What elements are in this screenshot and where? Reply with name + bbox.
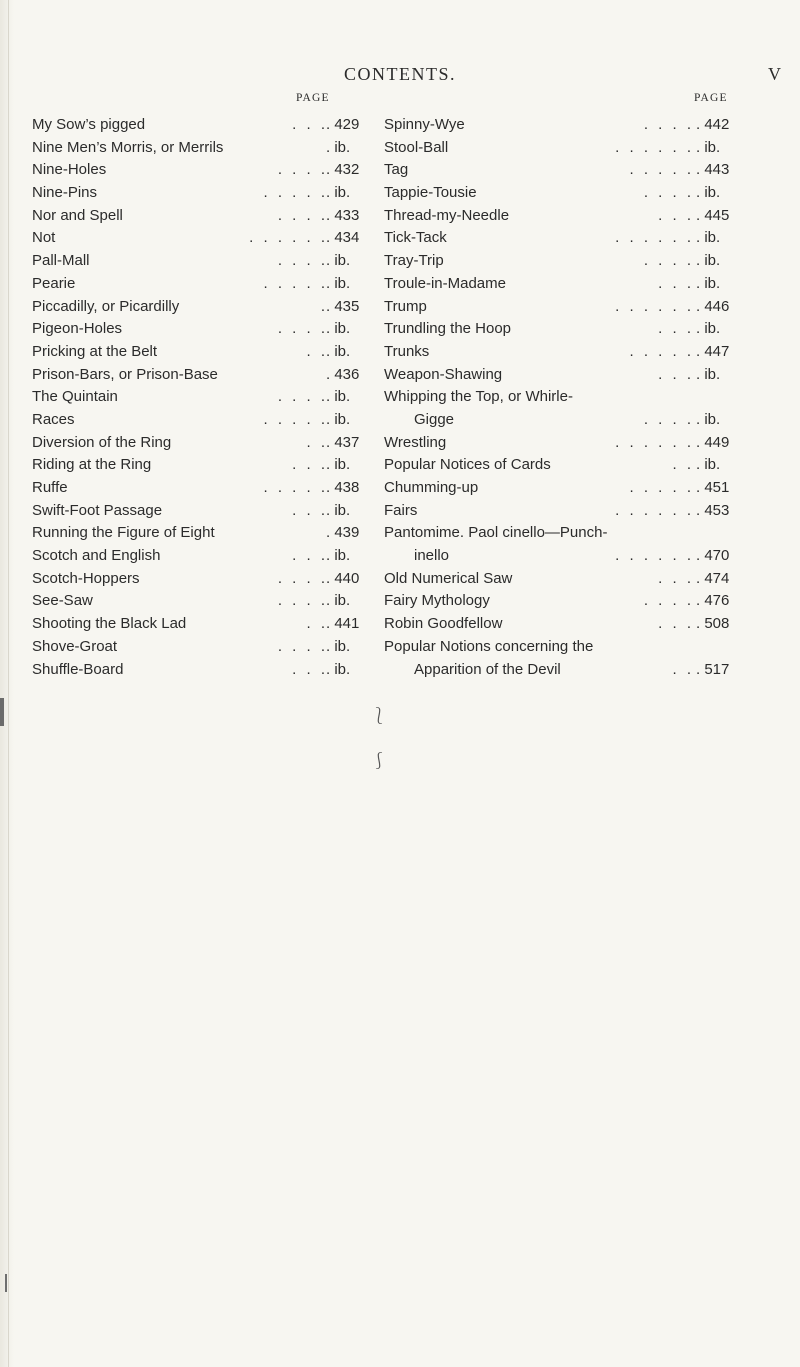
toc-entry-page: . ib. [326, 637, 351, 655]
toc-entry-title: Popular Notions concerning the [384, 637, 594, 655]
toc-entry [32, 137, 366, 160]
toc-entry-leader: . . . [292, 456, 328, 474]
toc-entry [384, 590, 736, 613]
toc-entry-title: Shove-Groat [32, 637, 118, 655]
toc-entry-title: My Sow’s pigged [32, 116, 146, 133]
toc-entry-leader: . . . . . [629, 479, 694, 496]
toc-entry [384, 205, 736, 228]
toc-entry-title: Pigeon-Holes [32, 320, 123, 338]
toc-entry-title: Pricking at the Belt [32, 342, 158, 360]
toc-entry-title: Piccadilly, or Picardilly [32, 297, 180, 315]
toc-entry-title: Scotch-Hoppers [32, 569, 140, 587]
toc-entry-page: . ib. [696, 456, 721, 474]
toc-entry-leader: . . . . [277, 320, 328, 338]
toc-entry-page: . ib. [696, 274, 721, 292]
toc-entry [32, 545, 366, 568]
page-column-label-right: PAGE [694, 92, 728, 104]
toc-entry-title: Scotch and English [32, 547, 161, 565]
toc-entry [384, 477, 736, 500]
toc-entry [384, 568, 736, 591]
toc-entry-leader: . . [306, 342, 328, 360]
toc-entry-page: . 446 [696, 297, 730, 315]
toc-entry-leader: . . [306, 433, 328, 451]
toc-entry [32, 273, 366, 296]
toc-entry [32, 409, 366, 432]
toc-entry [32, 182, 366, 205]
toc-entry-leader: . . . . [643, 116, 694, 133]
toc-entry-title: Tag [384, 161, 409, 179]
toc-entry [32, 477, 366, 500]
toc-entry-page: . 441 [326, 615, 360, 633]
toc-entry-page: . ib. [326, 410, 351, 428]
toc-entry-leader: . . . . [277, 161, 328, 179]
toc-entry-page: . ib. [696, 138, 721, 156]
toc-entry-page: . 432 [326, 161, 360, 179]
toc-entry [32, 296, 366, 319]
toc-entry-leader: . [320, 297, 328, 315]
toc-entry-leader: . . . . [643, 592, 694, 610]
toc-entry-leader: . . . [658, 320, 694, 338]
toc-entry-leader: . . . . [277, 637, 328, 655]
toc-entry-leader: . . . [292, 116, 328, 133]
toc-entry-leader: . . [672, 456, 694, 474]
toc-entry-page: . 447 [696, 342, 730, 360]
toc-entry-page: . ib. [696, 184, 721, 202]
toc-entry-title: Tick-Tack [384, 229, 447, 247]
toc-entry-title: Fairy Mythology [384, 592, 490, 610]
toc-entry-title: Diversion of the Ring [32, 433, 172, 451]
toc-entry [32, 159, 366, 182]
toc-entry-leader: . . . [292, 660, 328, 678]
toc-entry [32, 386, 366, 409]
toc-entry-page: . ib. [326, 138, 351, 156]
toc-entry-leader: . . . [658, 569, 694, 587]
toc-entry-title: Pearie [32, 274, 76, 292]
toc-entry [384, 432, 736, 455]
toc-entry-page: . 433 [326, 206, 360, 224]
toc-entry-title: Running the Figure of Eight [32, 524, 215, 542]
toc-entry-leader: . . . [658, 615, 694, 633]
toc-entry-page: . ib. [326, 388, 351, 406]
bracket-mark: ⎰ [371, 751, 388, 770]
toc-entry-page: . 517 [696, 660, 730, 678]
toc-entry-leader: . . . . . . [615, 501, 694, 519]
toc-entry-leader: . . . . [643, 184, 694, 202]
toc-entry-title: Popular Notices of Cards [384, 456, 551, 474]
toc-entry-title: Fairs [384, 501, 418, 519]
toc-entry-page: . 440 [326, 569, 360, 587]
toc-entry [384, 386, 736, 409]
toc-entry-page: . ib. [696, 320, 721, 338]
page-column-label-left: PAGE [296, 92, 330, 104]
toc-entry-leader: . . . . [277, 388, 328, 406]
toc-entry [32, 568, 366, 591]
toc-entry-page: . ib. [326, 660, 351, 678]
toc-entry-page: . ib. [326, 320, 351, 338]
toc-entry [384, 454, 736, 477]
toc-entry-page: . 436 [326, 365, 360, 383]
toc-entry-title: Nine-Pins [32, 184, 98, 202]
toc-entry [32, 432, 366, 455]
toc-entry-page: . ib. [326, 501, 351, 519]
toc-entry-leader: . . . . . . [615, 547, 694, 565]
page-edge-line [8, 0, 9, 1367]
toc-entry-leader: . . . . . [263, 274, 328, 292]
toc-entry-title: Spinny-Wye [384, 116, 465, 133]
toc-entry-page: . 437 [326, 433, 360, 451]
toc-entry [384, 227, 736, 250]
toc-entry-leader: . . . . . . [249, 229, 328, 247]
toc-entry-page: . ib. [326, 252, 351, 270]
toc-entry-title: Chumming-up [384, 479, 479, 496]
toc-entry-page: . ib. [696, 252, 721, 270]
toc-entry [32, 250, 366, 273]
toc-entry-title: Trump [384, 297, 427, 315]
toc-entry [384, 318, 736, 341]
margin-ink-mark [0, 698, 4, 726]
toc-entry-title: Thread-my-Needle [384, 206, 510, 224]
toc-entry-title: The Quintain [32, 388, 118, 406]
toc-entry-page: . ib. [326, 456, 351, 474]
toc-entry-page: . 470 [696, 547, 730, 565]
toc-entry [32, 114, 366, 137]
toc-entry [32, 500, 366, 523]
toc-entry [32, 636, 366, 659]
running-head [0, 64, 800, 88]
toc-entry-title: Robin Goodfellow [384, 615, 503, 633]
toc-entry [32, 454, 366, 477]
toc-entry-title: See-Saw [32, 592, 93, 610]
toc-entry-leader: . . . . . . [615, 229, 694, 247]
toc-entry-title: Trundling the Hoop [384, 320, 512, 338]
toc-entry-page: . ib. [326, 342, 351, 360]
contents-column-left [32, 114, 366, 681]
toc-entry-page: . 442 [696, 116, 730, 133]
toc-entry-page: . 451 [696, 479, 730, 496]
toc-entry-page: . ib. [326, 592, 351, 610]
toc-entry-leader: . . . . [643, 252, 694, 270]
toc-entry-page: . ib. [326, 547, 351, 565]
toc-entry-leader: . . . [292, 501, 328, 519]
toc-entry-title: Shooting the Black Lad [32, 615, 187, 633]
toc-entry [384, 250, 736, 273]
toc-entry-title: Not [32, 229, 56, 247]
toc-entry-title: Old Numerical Saw [384, 569, 513, 587]
page-edge [0, 0, 14, 1367]
toc-entry-leader: . . . . [643, 410, 694, 428]
toc-entry-title: Weapon-Shawing [384, 365, 503, 383]
toc-entry [32, 659, 366, 682]
toc-entry-title: Pall-Mall [32, 252, 90, 270]
folio: V [768, 64, 781, 84]
toc-entry [32, 341, 366, 364]
toc-entry [384, 636, 736, 659]
toc-entry-title: Tappie-Tousie [384, 184, 477, 202]
toc-entry-title: Tray-Trip [384, 252, 444, 270]
toc-entry-leader: . . . . . [263, 184, 328, 202]
toc-entry-page: . 435 [326, 297, 360, 315]
toc-entry-title: Nine Men’s Morris, or Merrils [32, 138, 224, 156]
toc-entry-page: . ib. [696, 229, 721, 247]
toc-entry-leader: . . . . [277, 252, 328, 270]
toc-entry-leader: . . . . . . [615, 138, 694, 156]
toc-entry-title: Whipping the Top, or Whirle- [384, 388, 573, 406]
toc-entry [384, 409, 736, 432]
toc-entry-leader: . . . . [277, 569, 328, 587]
toc-entry-page: . 453 [696, 501, 730, 519]
toc-entry-leader: . . [306, 615, 328, 633]
toc-entry-leader: . . . . [277, 592, 328, 610]
toc-entry-leader: . . . [292, 547, 328, 565]
toc-entry-title: Apparition of the Devil [414, 660, 561, 678]
toc-entry-title: Races [32, 410, 75, 428]
toc-entry-leader: . . . . . [263, 410, 328, 428]
toc-entry-title: Nine-Holes [32, 161, 107, 179]
toc-entry-page: . 445 [696, 206, 730, 224]
page-title: CONTENTS. [344, 64, 456, 84]
toc-entry-title: Swift-Foot Passage [32, 501, 163, 519]
toc-entry-page: . 449 [696, 433, 730, 451]
toc-entry-page: . 476 [696, 592, 730, 610]
toc-entry-page: . 508 [696, 615, 730, 633]
toc-entry [384, 500, 736, 523]
toc-entry [384, 545, 736, 568]
margin-ink-mark-lower [5, 1274, 7, 1292]
toc-entry-title: Nor and Spell [32, 206, 123, 224]
toc-entry [384, 182, 736, 205]
toc-entry-title: Gigge [414, 410, 455, 428]
toc-entry-leader: . . . . . . [615, 433, 694, 451]
toc-entry-title: inello [414, 547, 450, 565]
toc-entry [32, 318, 366, 341]
toc-entry [384, 159, 736, 182]
toc-entry [384, 522, 736, 545]
toc-entry [384, 613, 736, 636]
toc-entry-title: Shuffle-Board [32, 660, 124, 678]
toc-entry-page: . 439 [326, 524, 360, 542]
toc-entry-leader: . . . . . [629, 161, 694, 179]
toc-entry [384, 137, 736, 160]
toc-entry-title: Troule-in-Madame [384, 274, 506, 292]
contents-column-right [384, 114, 736, 681]
toc-entry [32, 590, 366, 613]
toc-entry [384, 364, 736, 387]
toc-entry-title: Riding at the Ring [32, 456, 152, 474]
toc-entry [32, 522, 366, 545]
toc-entry-title: Wrestling [384, 433, 447, 451]
toc-entry-title: Pantomime. Paol cinello—Punch- [384, 524, 608, 542]
toc-entry-page: . ib. [696, 365, 721, 383]
toc-entry-page: . 474 [696, 569, 730, 587]
toc-entry-page: . ib. [326, 274, 351, 292]
toc-entry-page: . ib. [696, 410, 721, 428]
toc-entry-page: . 429 [326, 116, 360, 133]
toc-entry-leader: . . . . . [263, 479, 328, 496]
toc-entry [32, 227, 366, 250]
toc-entry [384, 114, 736, 137]
toc-entry [384, 296, 736, 319]
toc-entry-leader: . . . [658, 274, 694, 292]
toc-entry-leader: . . . . . [629, 342, 694, 360]
toc-entry-leader: . . [672, 660, 694, 678]
toc-entry [384, 341, 736, 364]
toc-entry-leader: . . . [658, 206, 694, 224]
toc-entry-leader: . . . [658, 365, 694, 383]
toc-entry-leader: . . . . . . [615, 297, 694, 315]
toc-entry-page: . 438 [326, 479, 360, 496]
toc-entry-page: . 434 [326, 229, 360, 247]
bracket-mark: ⎱ [371, 706, 388, 725]
toc-entry-leader: . . . . [277, 206, 328, 224]
toc-entry [32, 205, 366, 228]
toc-entry [384, 659, 736, 682]
toc-entry-page: . 443 [696, 161, 730, 179]
toc-entry [32, 364, 366, 387]
toc-entry-title: Prison-Bars, or Prison-Base [32, 365, 218, 383]
toc-entry [32, 613, 366, 636]
toc-entry-page: . ib. [326, 184, 351, 202]
toc-entry-title: Ruffe [32, 479, 68, 496]
toc-entry-title: Trunks [384, 342, 430, 360]
toc-entry [384, 273, 736, 296]
toc-entry-title: Stool-Ball [384, 138, 449, 156]
